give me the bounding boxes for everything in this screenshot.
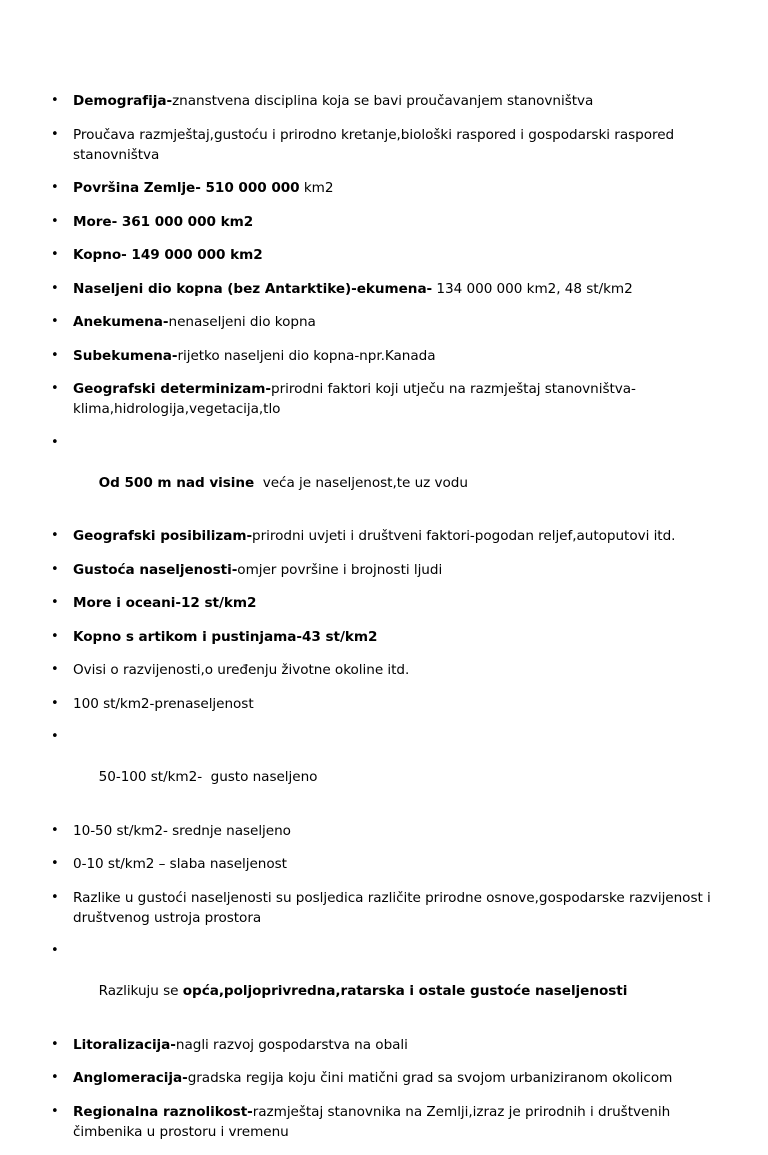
bullet-icon: • [51,628,59,644]
bullet-icon: • [51,314,59,329]
item-term: Kopno- 149 000 000 km2 [73,247,263,263]
item-term: Regionalna raznolikost- [73,1103,253,1120]
bullet-icon: • [51,729,59,744]
bullet-icon: • [51,381,59,396]
item-term: Geografski posibilizam- [73,528,253,544]
item-term: Geografski determinizam- [73,381,271,397]
item-term: Površina Zemlje- 510 000 000 [73,180,300,196]
item-text: 134 000 000 km2, 48 st/km2 [432,280,633,297]
list-item [48,312,720,332]
bullet-icon: • [51,528,59,543]
item-text: Razlike u gustoći naseljenosti su posljedica različite prirodne osnove,gospodarske razvijenost i društvenog ustroja prostora [73,889,711,926]
bullet-icon: • [51,943,59,958]
list-item [48,593,720,613]
list-item [48,694,720,714]
bullet-icon: • [51,822,59,838]
list-item [48,627,720,647]
bullet-icon: • [51,126,59,142]
item-text: prirodni faktori koji utječu na razmještaj stanovništva-klima,hidrologija,vegetacija,tlo [73,381,636,417]
bullet-icon: • [51,1070,59,1085]
list-item [48,727,720,807]
item-text: 0-10 st/km2 – slaba naseljenost [73,856,287,872]
list-item [48,433,720,513]
list-item [48,125,720,165]
item-text: Ovisi o razvijenosti,o uređenju životne okoline itd. [73,662,410,678]
item-term: Anglomeracija- [73,1070,188,1086]
bullet-icon: • [51,180,59,195]
item-term: More i oceani-12 st/km2 [73,595,257,611]
item-text: nagli razvoj gospodarstva na obali [175,1036,408,1053]
bullet-icon: • [51,695,59,711]
item-term: Gustoća naseljenosti- [73,561,238,578]
item-text: rijetko naseljeni dio kopna-npr.Kanada [177,347,436,364]
bullet-icon: • [51,662,59,677]
list-item [48,560,720,580]
bullet-icon: • [51,889,59,905]
item-term: Naseljeni dio kopna (bez Antarktike)-ekumena- [73,280,433,297]
bullet-icon: • [51,93,59,108]
item-text: prirodni uvjeti i društveni faktori-pogodan reljef,autoputovi itd. [252,528,676,544]
item-text: Proučava razmještaj,gustoću i prirodno kretanje,biološki raspored i gospodarski raspored stanovništva [73,126,675,163]
item-term: Od 500 m nad visine [98,474,255,491]
list-item [48,245,720,265]
item-term: Demografija- [73,93,173,109]
bullet-icon: • [51,280,59,296]
item-text: omjer površine i brojnosti ljudi [237,561,443,578]
bullet-icon: • [51,561,59,577]
bullet-icon: • [51,1036,59,1052]
list-item [48,178,720,198]
list-item [48,346,720,366]
item-term: opća,poljoprivredna,ratarska i ostale gustoće naseljenosti [182,983,628,999]
bullet-icon: • [51,247,59,262]
list-item [48,854,720,874]
item-term: Kopno s artikom i pustinjama-43 st/km2 [73,628,378,645]
list-item [48,91,720,111]
item-term: Subekumena- [73,347,178,364]
bullet-icon: • [51,595,59,610]
item-text: veća je naseljenost,te uz vodu [254,474,468,491]
bullet-icon: • [51,347,59,363]
item-text: 10-50 st/km2- srednje naseljeno [73,822,291,839]
list-item [48,941,720,1021]
item-text: znanstvena disciplina koja se bavi proučavanjem stanovništva [172,93,594,109]
list-item [48,821,720,841]
bullet-icon: • [51,1103,59,1119]
item-text: 100 st/km2-prenaseljenost [73,695,254,712]
item-text: 50-100 st/km2- gusto naseljeno [98,769,318,785]
list-item [48,1068,720,1088]
list-item [48,279,720,299]
bullet-icon: • [51,434,59,450]
item-term: More- 361 000 000 km2 [73,213,254,230]
list-item [48,526,720,546]
list-item [48,660,720,680]
item-term: Litoralizacija- [73,1036,176,1053]
list-item [48,888,720,928]
bullet-icon: • [51,856,59,871]
list-item [48,1102,720,1142]
bullet-list [48,91,720,1155]
bullet-icon: • [51,213,59,229]
item-text: Razlikuju se [98,983,183,999]
list-item [48,1035,720,1055]
item-term: Anekumena- [73,314,169,330]
item-text: km2 [299,180,334,196]
item-text: nenaseljeni dio kopna [168,314,316,330]
item-text: gradska regija koju čini matični grad sa svojom urbaniziranom okolicom [187,1070,673,1086]
list-item [48,212,720,232]
list-item [48,379,720,419]
item-text: razmještaj stanovnika na Zemlji,izraz je prirodnih i društvenih čimbenika u prostoru i vremenu [73,1103,671,1140]
